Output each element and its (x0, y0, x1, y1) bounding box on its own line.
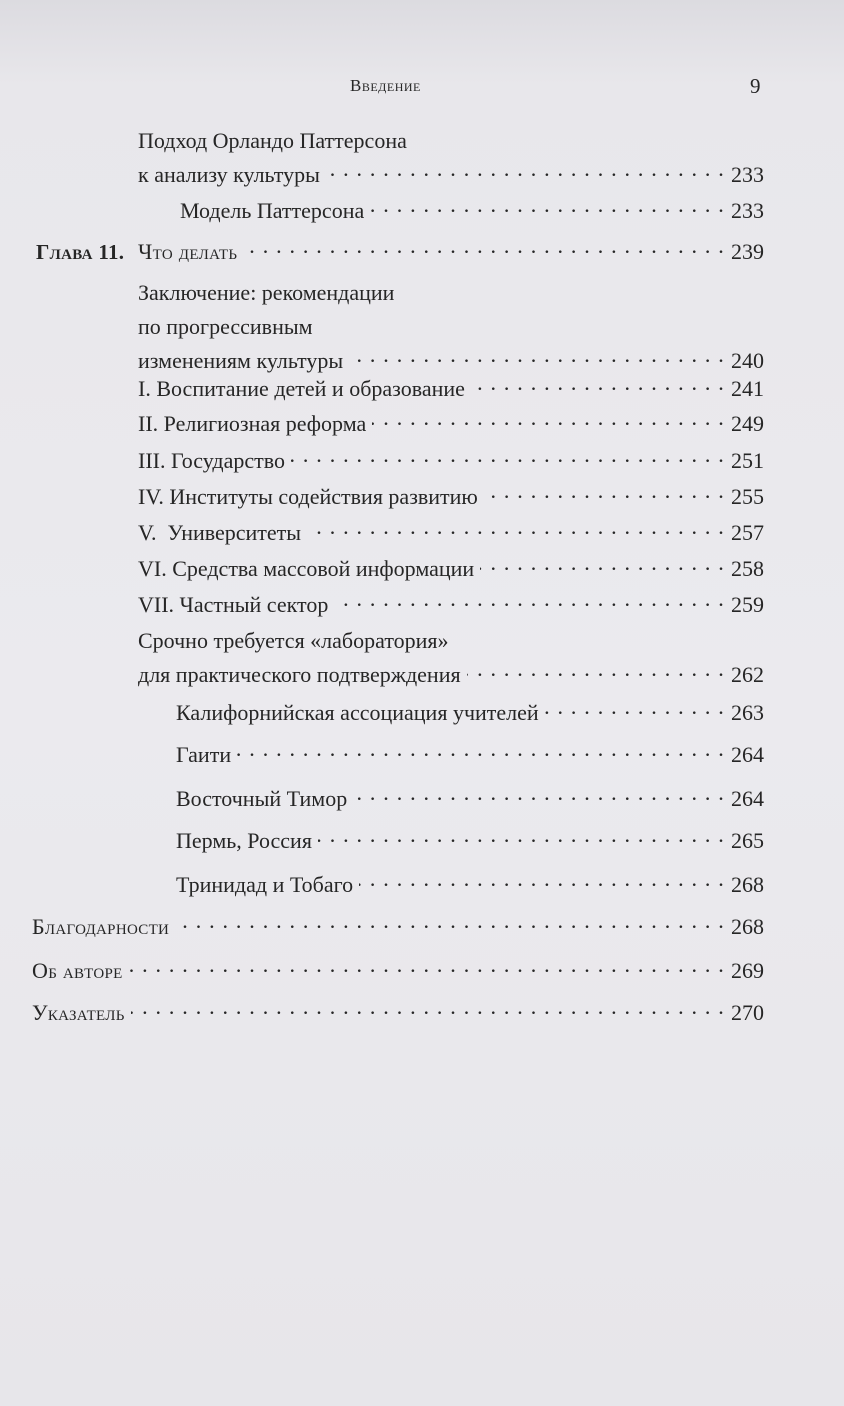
leader-dots (318, 826, 725, 848)
toc-entry-text: VI. Средства массовой информации (138, 556, 475, 581)
toc-entry (138, 407, 764, 441)
toc-entry-text: Тринидад и Тобаго (176, 872, 354, 897)
toc-entry-text: I. Воспитание детей и образование (138, 376, 465, 401)
leader-dots (467, 660, 725, 682)
toc-entry (138, 480, 764, 514)
toc-page-number: 269 (731, 958, 764, 983)
toc-page-number: 258 (731, 556, 764, 581)
leader-dots (471, 374, 725, 396)
toc-entry-text: изменениям культуры (138, 348, 344, 373)
running-head (0, 76, 844, 100)
leader-dots (353, 784, 725, 806)
toc-entry-text: к анализу культуры (138, 162, 320, 187)
toc-entry-text: Что делать (138, 239, 238, 264)
toc-page-number: 262 (731, 662, 764, 687)
toc-entry-text: Гаити (176, 742, 232, 767)
toc-entry-text: Калифорнийская ассоциация учителей (176, 700, 539, 725)
toc-entry (138, 444, 764, 478)
leader-dots (372, 409, 725, 431)
leader-dots (480, 554, 725, 576)
toc-page-number: 249 (731, 411, 764, 436)
toc-entry (32, 910, 764, 944)
toc-entry (138, 588, 764, 622)
leader-dots (237, 740, 725, 762)
leader-dots (307, 518, 725, 540)
toc-page-number: 264 (731, 786, 764, 811)
leader-dots (370, 196, 725, 218)
leader-dots (129, 956, 725, 978)
leader-dots (131, 998, 725, 1020)
toc-page-number: 268 (731, 914, 764, 939)
toc-page-number: 268 (731, 872, 764, 897)
toc-entry (138, 624, 764, 692)
toc-entry (176, 782, 764, 816)
running-title: Введение (350, 76, 421, 95)
toc-page-number: 265 (731, 828, 764, 853)
toc-page-number: 241 (731, 376, 764, 401)
toc-entry (176, 824, 764, 858)
toc-entry (138, 235, 764, 269)
toc-page-number: 240 (731, 348, 764, 373)
toc-entry-text: Срочно требуется «лаборатория» (138, 628, 449, 653)
toc-entry (32, 954, 764, 988)
toc-entry (138, 124, 764, 192)
toc-page-number: 251 (731, 448, 764, 473)
toc-entry-text: Об авторе (32, 958, 123, 983)
toc-entry-text: Указатель (32, 1000, 125, 1025)
leader-dots (545, 698, 725, 720)
toc-entry-text: по прогрессивным (138, 314, 313, 339)
toc-entry (32, 996, 764, 1030)
toc-entry-text: IV. Институты содействия развитию (138, 484, 478, 509)
toc-entry-text: Благодарности (32, 914, 170, 939)
toc-page-number: 264 (731, 742, 764, 767)
toc-entry-text: Подход Орландо Паттерсона (138, 128, 407, 153)
toc-page-number: 257 (731, 520, 764, 545)
leader-dots (334, 590, 725, 612)
chapter-label: Глава 11. (36, 240, 125, 264)
toc-page-number: 233 (731, 198, 764, 223)
leader-dots (326, 160, 725, 182)
leader-dots (484, 482, 725, 504)
toc-entry-text: Восточный Тимор (176, 786, 348, 811)
toc-entry-text: Пермь, Россия (176, 828, 312, 853)
toc-entry (138, 372, 764, 406)
toc-entry (176, 868, 764, 902)
toc-entry (138, 276, 764, 378)
toc-entry-text: V. Университеты (138, 520, 302, 545)
leader-dots (349, 346, 725, 368)
toc-entry-text: III. Государство (138, 448, 285, 473)
leader-dots (243, 237, 725, 259)
toc-entry (138, 552, 764, 586)
toc-entry (138, 516, 764, 550)
toc-page-number: 270 (731, 1000, 764, 1025)
toc-page-number: 255 (731, 484, 764, 509)
toc-entry-text: Заключение: рекомендации (138, 280, 395, 305)
toc-entry-text: VII. Частный сектор (138, 592, 329, 617)
page-number: 9 (750, 74, 761, 98)
toc-entry-text: II. Религиозная реформа (138, 411, 367, 436)
leader-dots (359, 870, 725, 892)
toc-entry (176, 738, 764, 772)
toc-page-number: 233 (731, 162, 764, 187)
toc-entry (176, 696, 764, 730)
toc-entry (180, 194, 764, 228)
toc-entry-text: для практического подтверждения (138, 662, 461, 687)
toc-entry-text: Модель Паттерсона (180, 198, 365, 223)
toc-page-number: 239 (731, 239, 764, 264)
leader-dots (291, 446, 725, 468)
toc-page-number: 263 (731, 700, 764, 725)
toc-page-number: 259 (731, 592, 764, 617)
leader-dots (175, 912, 725, 934)
